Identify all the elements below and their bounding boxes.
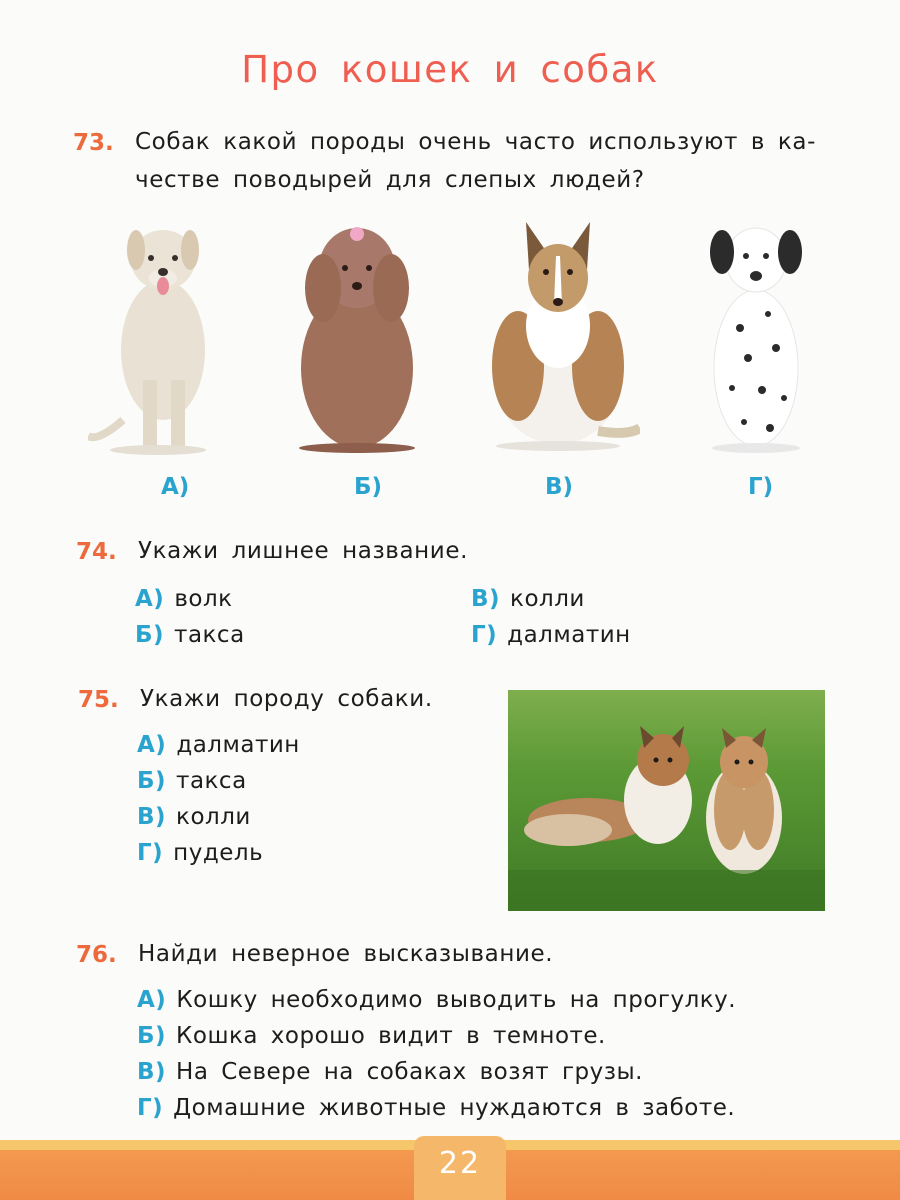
option-74-b[interactable] bbox=[135, 617, 245, 653]
option-letter: Г) bbox=[137, 1095, 164, 1121]
option-74-d[interactable] bbox=[471, 617, 631, 653]
question-number-73: 73. bbox=[73, 130, 114, 156]
option-text: колли bbox=[510, 586, 585, 612]
dalmatian-image[interactable] bbox=[704, 218, 810, 454]
option-letter: Г) bbox=[137, 840, 164, 866]
option-73-c-label: В) bbox=[545, 474, 574, 500]
question-74-text: Укажи лишнее название. bbox=[138, 538, 468, 564]
option-letter: Г) bbox=[471, 622, 498, 648]
option-letter: В) bbox=[137, 1059, 167, 1085]
poodle-image[interactable] bbox=[293, 218, 421, 454]
option-letter: А) bbox=[137, 732, 167, 758]
collies-photo bbox=[508, 690, 825, 911]
option-letter: В) bbox=[137, 804, 167, 830]
question-73-line-1: Собак какой породы очень часто используют в ка- bbox=[135, 129, 817, 155]
option-letter: А) bbox=[137, 987, 167, 1013]
question-76-text: Найди неверное высказывание. bbox=[138, 941, 554, 967]
option-75-b[interactable] bbox=[137, 763, 247, 799]
question-73-text bbox=[135, 123, 816, 199]
option-text: далматин bbox=[507, 622, 631, 648]
question-number-75: 75. bbox=[78, 687, 119, 713]
option-letter: Б) bbox=[137, 768, 167, 794]
option-letter: А) bbox=[135, 586, 165, 612]
option-text: такса bbox=[174, 622, 245, 648]
option-75-a[interactable] bbox=[137, 727, 300, 763]
option-76-c[interactable] bbox=[137, 1054, 643, 1090]
option-76-d[interactable] bbox=[137, 1090, 735, 1126]
option-73-d-label: Г) bbox=[748, 474, 774, 500]
option-73-b-label: Б) bbox=[354, 474, 383, 500]
option-text: волк bbox=[174, 586, 233, 612]
option-75-d[interactable] bbox=[137, 835, 263, 871]
option-text: Кошку необходимо выводить на прогулку. bbox=[176, 987, 737, 1013]
option-text: пудель bbox=[173, 840, 264, 866]
page-number: 22 bbox=[438, 1146, 482, 1181]
option-text: Кошка хорошо видит в темноте. bbox=[176, 1023, 606, 1049]
question-number-76: 76. bbox=[76, 942, 117, 968]
option-letter: В) bbox=[471, 586, 501, 612]
option-74-c[interactable] bbox=[471, 581, 585, 617]
option-76-a[interactable] bbox=[137, 982, 736, 1018]
question-number-74: 74. bbox=[76, 539, 117, 565]
question-73-line-2: честве поводырей для слепых людей? bbox=[135, 167, 645, 193]
option-73-a-label: А) bbox=[161, 474, 190, 500]
option-text: Домашние животные нуждаются в заботе. bbox=[173, 1095, 736, 1121]
option-75-c[interactable] bbox=[137, 799, 251, 835]
option-76-b[interactable] bbox=[137, 1018, 606, 1054]
option-text: такса bbox=[176, 768, 247, 794]
question-75-text: Укажи породу собаки. bbox=[140, 686, 433, 712]
labrador-image[interactable] bbox=[88, 220, 228, 456]
page-title: Про кошек и собак bbox=[241, 48, 659, 91]
option-letter: Б) bbox=[137, 1023, 167, 1049]
option-text: колли bbox=[176, 804, 251, 830]
collie-image[interactable] bbox=[478, 216, 640, 452]
option-text: далматин bbox=[176, 732, 300, 758]
option-letter: Б) bbox=[135, 622, 165, 648]
option-74-a[interactable] bbox=[135, 581, 233, 617]
option-text: На Севере на собаках возят грузы. bbox=[176, 1059, 643, 1085]
